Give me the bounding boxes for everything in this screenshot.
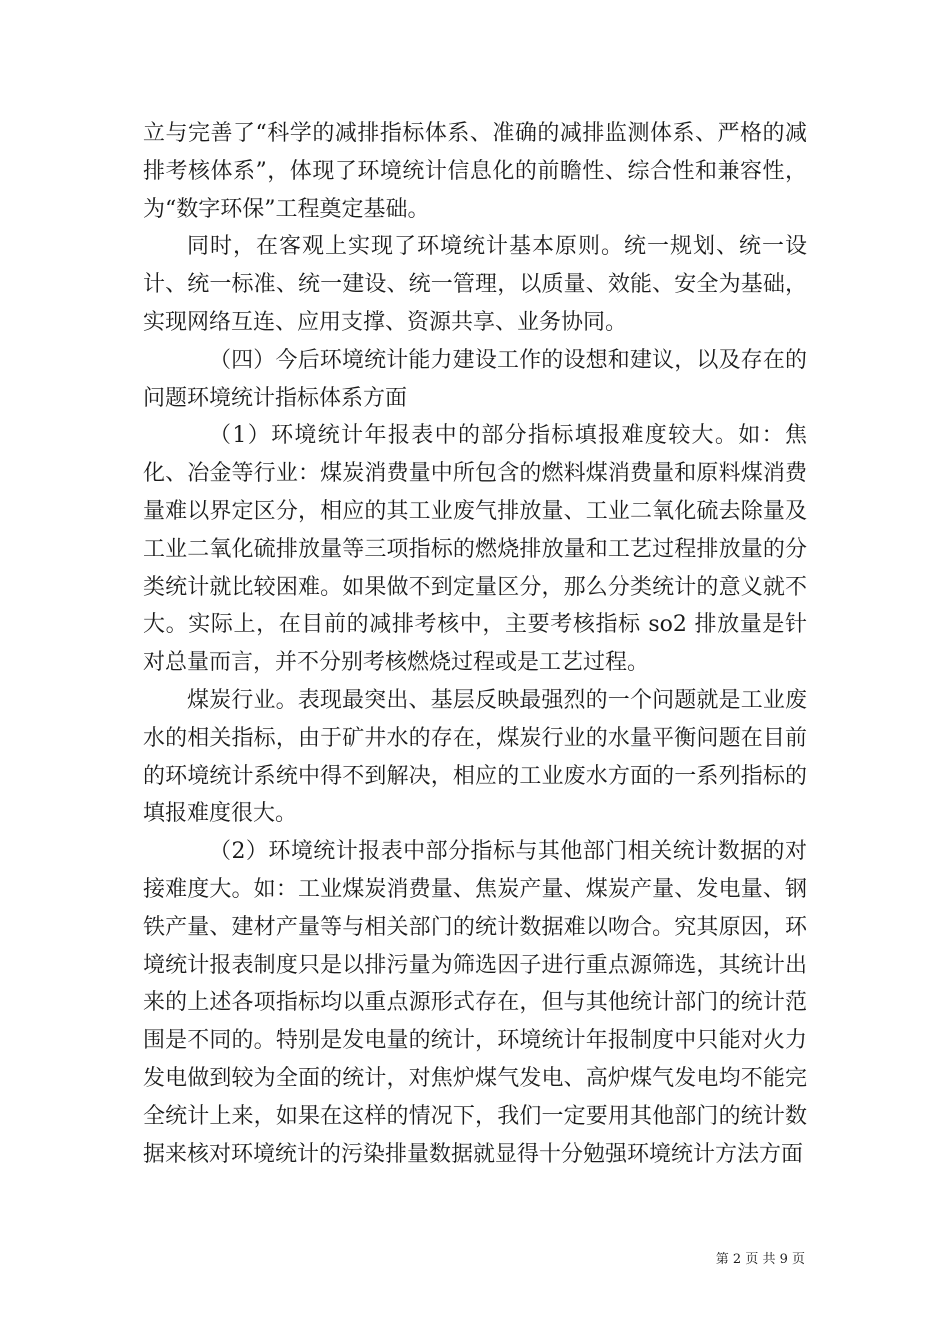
section-heading-four: （四）今后环境统计能力建设工作的设想和建议，以及存在的问题环境统计指标体系方面 — [143, 347, 807, 411]
paragraph-continuation: 立与完善了“科学的减排指标体系、准确的减排监测体系、严格的减排考核体系”，体现了环境统计信息化的前瞻性、综合性和兼容性，为“数字环保”工程奠定基础。 — [143, 121, 807, 222]
paragraph-item-1: （1）环境统计年报表中的部分指标填报难度较大。如：焦化、冶金等行业：煤炭消费量中所包含的燃料煤消费量和原料煤消费量难以界定区分，相应的其工业废气排放量、工业二氧化硫去除量及工业二氧化硫排放量等三项指标的燃烧排放量和工艺过程排放量的分类统计就比较困难。如果做不到定量区分，那么分类统计的意义就不大。实际上，在目前的减排考核中，主要考核指标 so2 排放量是针对总量而言，并不分别考核燃烧过程或是工艺过程。 — [143, 423, 807, 676]
document-body — [143, 115, 807, 1173]
paragraph-coal-industry: 煤炭行业。表现最突出、基层反映最强烈的一个问题就是工业废水的相关指标，由于矿井水的存在，煤炭行业的水量平衡问题在目前的环境统计系统中得不到解决，相应的工业废水方面的一系列指标的填报难度很大。 — [143, 687, 807, 827]
paragraph-principles: 同时，在客观上实现了环境统计基本原则。统一规划、统一设计、统一标准、统一建设、统一管理，以质量、效能、安全为基础，实现网络互连、应用支撑、资源共享、业务协同。 — [143, 234, 807, 335]
paragraph-item-2: （2）环境统计报表中部分指标与其他部门相关统计数据的对接难度大。如：工业煤炭消费量、焦炭产量、煤炭产量、发电量、钢铁产量、建材产量等与相关部门的统计数据难以吻合。究其原因，环境统计报表制度只是以排污量为筛选因子进行重点源筛选，其统计出来的上述各项指标均以重点源形式存在，但与其他统计部门的统计范围是不同的。特别是发电量的统计，环境统计年报制度中只能对火力发电做到较为全面的统计，对焦炉煤气发电、高炉煤气发电均不能完全统计上来，如果在这样的情况下，我们一定要用其他部门的统计数据来核对环境统计的污染排量数据就显得十分勉强环境统计方法方面 — [143, 839, 807, 1167]
page-number-footer: 第 2 页 共 9 页 — [715, 1252, 805, 1267]
